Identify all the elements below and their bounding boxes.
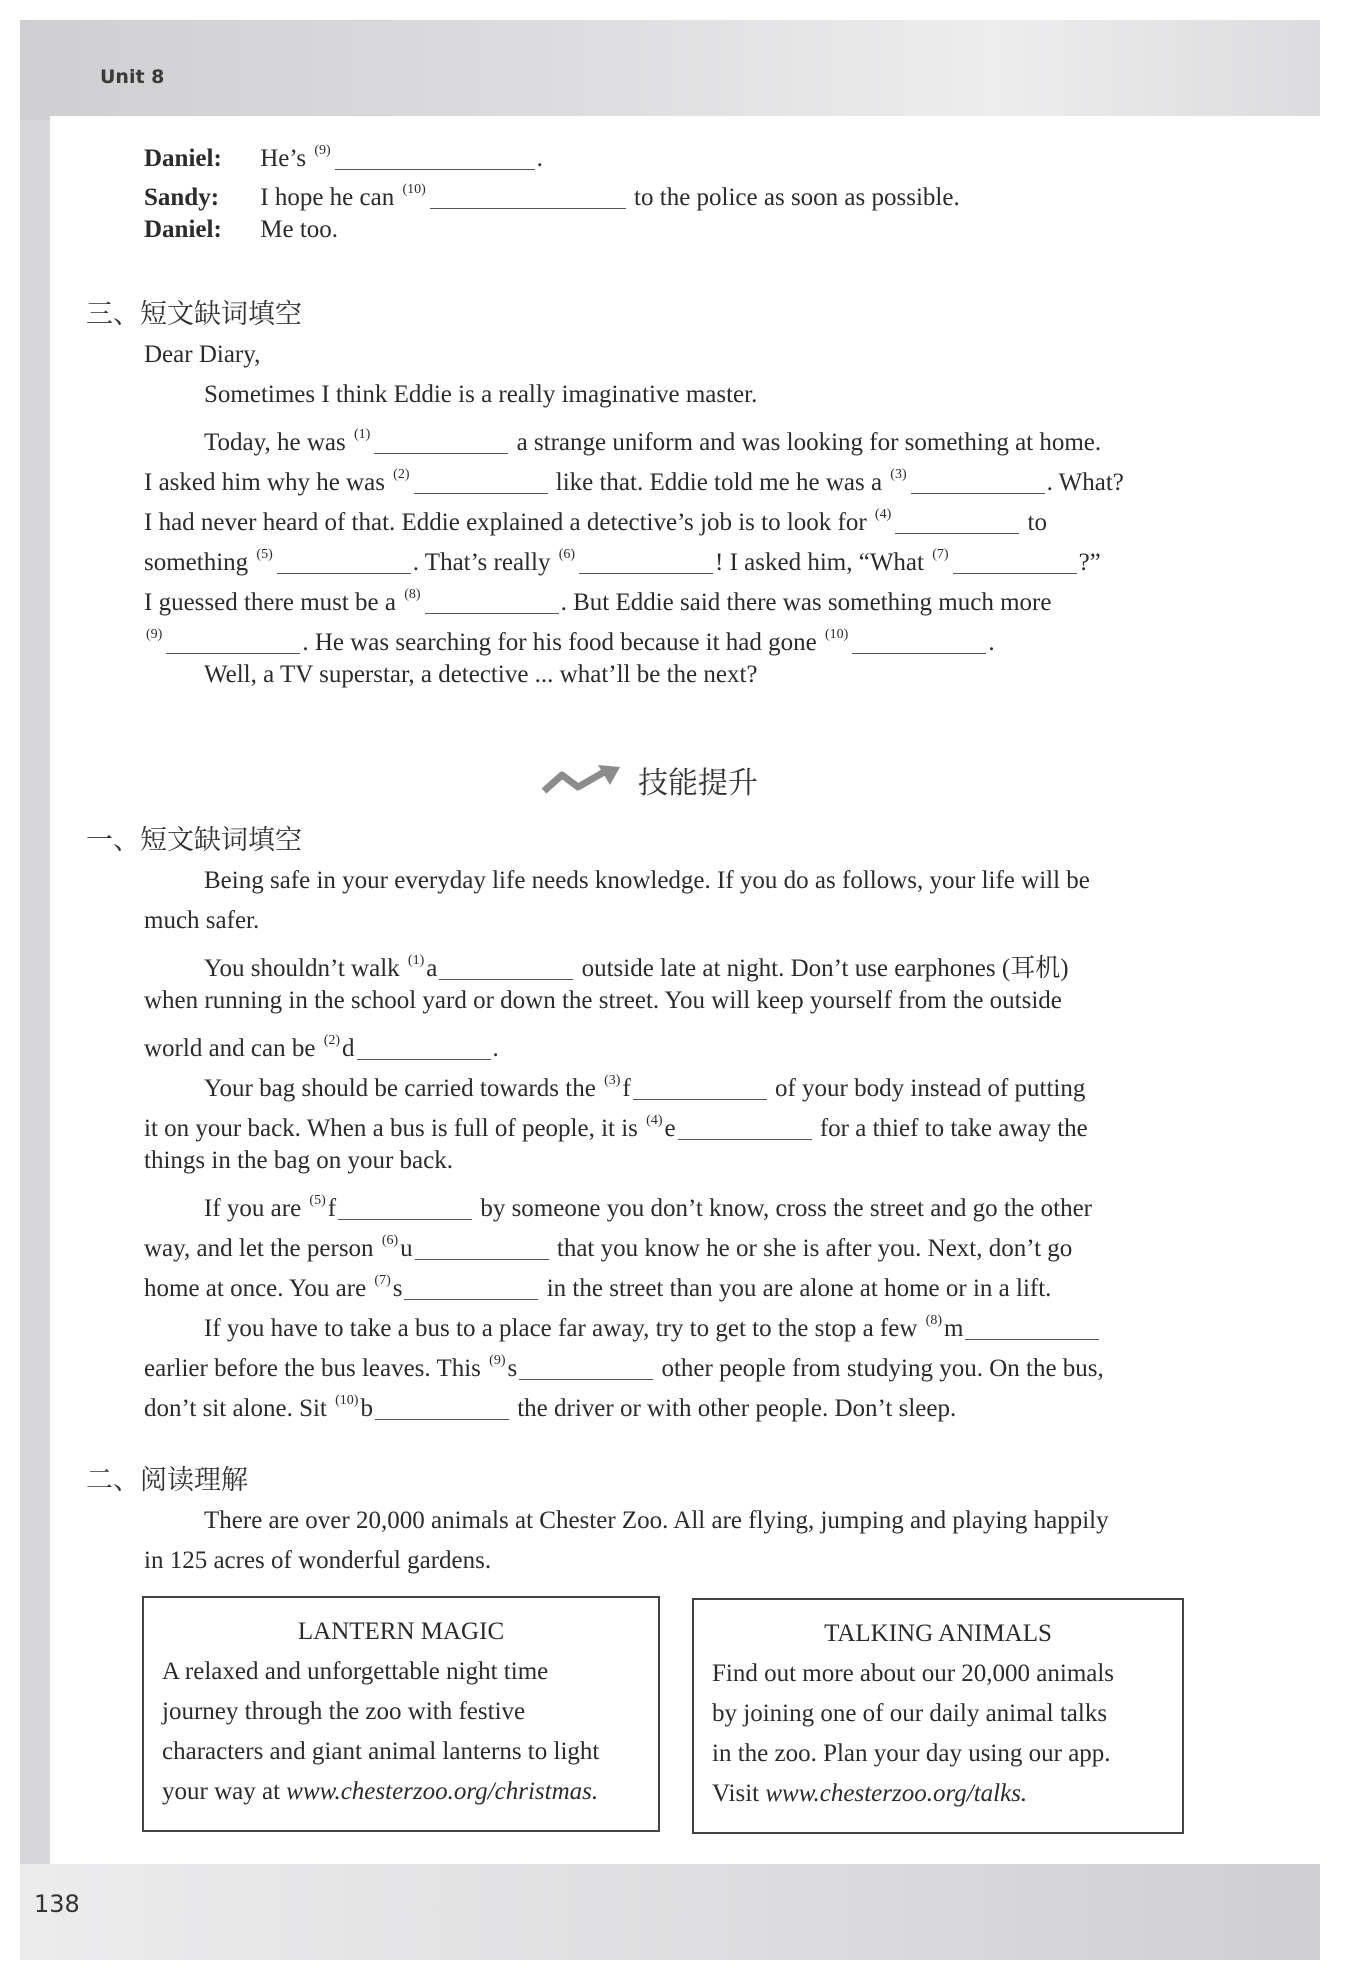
blank-number: (6) [381,1233,399,1248]
info-box-talking-animals [692,1598,1184,1834]
dialogue-line-1 [144,136,543,174]
blank-number: (5) [256,547,273,562]
box-line: A relaxed and unforgettable night time [162,1658,549,1685]
speaker: Sandy: [144,184,220,211]
answer-blank[interactable] [895,509,1019,534]
passage-line: home at once. You are $^{(7)}$s in the street than you are alone at home or in a lift. [144,1273,1052,1302]
answer-blank[interactable] [519,1355,653,1380]
answer-blank[interactable] [166,629,300,654]
answer-blank[interactable] [374,429,508,454]
blank-number: (3) [604,1073,621,1088]
dialogue-text: He’s [260,145,307,172]
blank-number: (6) [558,547,576,562]
blank-number: (9) [489,1353,506,1368]
speaker: Daniel: [144,145,222,172]
blank-number: (8) [404,587,421,602]
box-line: journey through the zoo with festive [162,1698,526,1725]
answer-blank[interactable] [415,1235,549,1260]
passage-line: Your bag should be carried towards the $^{(3)}$f of your body instead of putting [204,1073,1086,1102]
passage-line: You shouldn’t walk $^{(1)}$a outside late at night. Don’t use earphones (耳机) [204,953,1069,982]
blank-number: (1) [407,953,425,968]
diary-line: something $^{(5)}$ . That’s really $^{(6)}$ ! I asked him, “What $^{(7)}$ ?” [144,547,1101,576]
website-link[interactable]: www.chesterzoo.org/christmas. [286,1778,599,1805]
passage-line: earlier before the bus leaves. This $^{(9)}$s other people from studying you. On the bus, [144,1353,1104,1382]
blank-number: (8) [925,1313,942,1328]
skills-title: 技能提升 [638,766,758,801]
blank-number: (10) [402,182,426,197]
passage-line: don’t sit alone. Sit $^{(10)}$b the driver or with other people. Don’t sleep. [144,1393,957,1422]
trend-arrow-icon [540,763,622,797]
unit-label: Unit 8 [100,66,165,88]
diary-line: I guessed there must be a $^{(8)}$ . But Eddie said there was something much more [144,587,1052,616]
passage-line: in 125 acres of wonderful gardens. [144,1547,492,1574]
answer-blank[interactable] [335,145,535,170]
blank-number: (7) [374,1273,391,1288]
answer-blank[interactable] [425,589,559,614]
answer-blank[interactable] [579,549,713,574]
passage-line: world and can be $^{(2)}$d . [144,1033,499,1062]
blank-number: (4) [646,1113,663,1128]
header-band [20,20,1320,120]
passage-line: when running in the school yard or down the street. You will keep yourself from the outside [144,987,1062,1014]
blank-number: (4) [874,507,892,522]
info-box-lantern-magic [142,1596,660,1832]
answer-blank[interactable] [678,1115,812,1140]
dialogue-text: Me too. [260,216,339,243]
answer-blank[interactable] [439,955,573,980]
speaker: Daniel: [144,216,222,243]
box-line: Find out more about our 20,000 animals [712,1660,1115,1687]
section-title-2: 二、阅读理解 [86,1465,248,1496]
page-number: 138 [34,1890,80,1918]
website-link[interactable]: www.chesterzoo.org/talks. [765,1780,1028,1807]
passage-line: If you have to take a bus to a place far away, try to get to the stop a few $^{(8)}$m [204,1306,1101,1344]
diary-line: I asked him why he was $^{(2)}$ like that. Eddie told me he was a $^{(3)}$ . What? [144,467,1124,496]
box-line: in the zoo. Plan your day using our app. [712,1740,1111,1767]
answer-blank[interactable] [357,1035,491,1060]
answer-blank[interactable] [277,549,411,574]
passage-line: If you are $^{(5)}$f by someone you don’t know, cross the street and go the other [204,1193,1093,1222]
box-line: your way at www.chesterzoo.org/christmas. [162,1778,599,1805]
blank-number: (2) [323,1033,341,1048]
answer-blank[interactable] [633,1075,767,1100]
dialogue-line-2 [144,175,960,213]
blank-number: (2) [393,467,410,482]
footer-band [20,1864,1320,1960]
answer-blank[interactable] [375,1395,509,1420]
passage-line: much safer. [144,907,260,934]
passage-line: There are over 20,000 animals at Chester Zoo. All are flying, jumping and playing happily [204,1507,1109,1534]
dialogue-line-3 [144,215,338,245]
box-line: by joining one of our daily animal talks [712,1700,1108,1727]
skills-banner [540,758,758,804]
section-title-1: 一、短文缺词填空 [86,825,302,856]
box-title: LANTERN MAGIC [297,1618,505,1645]
dialogue-text: to the police as soon as possible. [634,184,960,211]
blank-number: (10) [335,1393,359,1408]
blank-number: (9) [146,627,163,642]
answer-blank[interactable] [953,549,1077,574]
blank-number: (1) [353,427,371,442]
box-line: Visit www.chesterzoo.org/talks. [712,1780,1028,1807]
answer-blank[interactable] [852,629,986,654]
diary-line: $^{(9)}$ . He was searching for his food because it had gone $^{(10)}$ . [146,627,995,656]
dialogue-text: . [536,145,543,172]
diary-line: I had never heard of that. Eddie explained a detective’s job is to look for $^{(4)}$ to [144,507,1047,536]
blank-number: (3) [890,467,907,482]
diary-line: Sometimes I think Eddie is a really imaginative master. [204,381,758,408]
box-title: TALKING ANIMALS [824,1620,1052,1647]
passage-line: things in the bag on your back. [144,1147,453,1174]
passage-line: Being safe in your everyday life needs knowledge. If you do as follows, your life will be [204,867,1090,894]
answer-blank[interactable] [430,184,626,209]
blank-number: (7) [932,547,949,562]
passage-line: way, and let the person $^{(6)}$u that you know he or she is after you. Next, don’t go [144,1233,1073,1262]
answer-blank[interactable] [911,469,1045,494]
blank-number: (10) [825,627,849,642]
passage-line: it on your back. When a bus is full of people, it is $^{(4)}$e for a thief to take away the [144,1113,1088,1142]
blank-number: (9) [314,143,331,158]
blank-number: (5) [309,1193,326,1208]
diary-line: Well, a TV superstar, a detective ... what’ll be the next? [204,661,758,688]
dialogue-text: I hope he can [260,184,395,211]
answer-blank[interactable] [404,1275,538,1300]
section-title-3: 三、短文缺词填空 [86,299,302,330]
answer-blank[interactable] [338,1195,472,1220]
diary-line: Today, he was $^{(1)}$ a strange uniform and was looking for something at home. [204,427,1102,456]
diary-greeting: Dear Diary, [144,341,261,368]
answer-blank[interactable] [965,1315,1099,1340]
answer-blank[interactable] [414,469,548,494]
box-line: characters and giant animal lanterns to light [162,1738,600,1765]
